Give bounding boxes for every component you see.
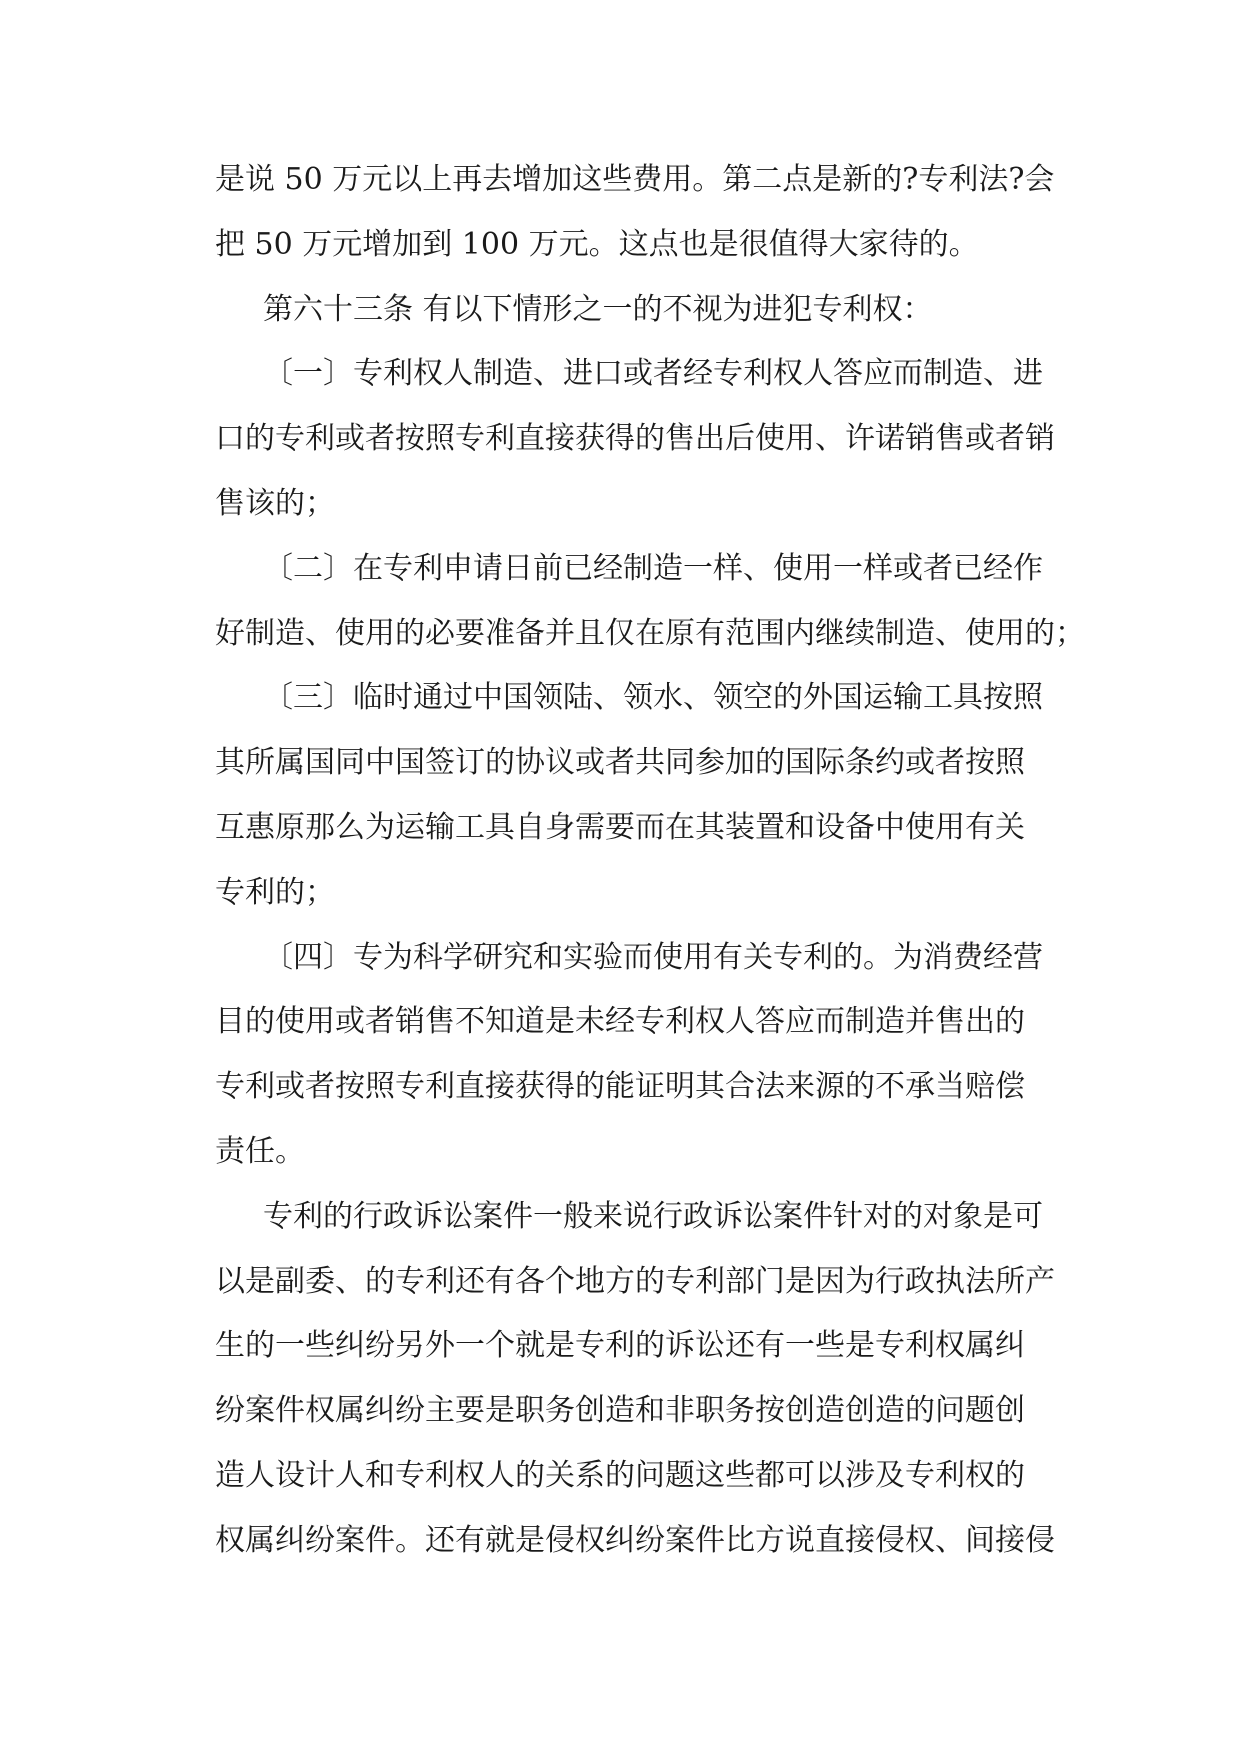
text-line: 售该的； [215, 485, 335, 521]
clause-item-1: 〔一〕专利权人制造、进口或者经专利权人答应而制造、进 [263, 356, 1043, 392]
text-line: 目的使用或者销售不知道是未经专利权人答应而制造并售出的 [215, 1004, 1025, 1040]
paragraph-start: 专利的行政诉讼案件一般来说行政诉讼案件针对的对象是可 [263, 1198, 1043, 1234]
document-body [215, 148, 1085, 1574]
clause-item-2: 〔二〕在专利申请日前已经制造一样、使用一样或者已经作 [263, 550, 1043, 586]
text-line: 责任。 [215, 1133, 305, 1169]
text-line: 专利的； [215, 874, 335, 910]
text-line: 造人设计人和专利权人的关系的问题这些都可以涉及专利权的 [215, 1457, 1025, 1493]
text-line: 是说 50 万元以上再去增加这些费用。第二点是新的?专利法?会 [215, 162, 1055, 197]
text-line: 好制造、使用的必要准备并且仅在原有范围内继续制造、使用的； [215, 615, 1085, 651]
text-line: 专利或者按照专利直接获得的能证明其合法来源的不承当赔偿 [215, 1069, 1025, 1105]
text-line: 以是副委、的专利还有各个地方的专利部门是因为行政执法所产 [215, 1263, 1055, 1299]
text-line: 把 50 万元增加到 100 万元。这点也是很值得大家待的。 [215, 226, 979, 262]
text-line: 互惠原那么为运输工具自身需要而在其装置和设备中使用有关 [215, 809, 1025, 845]
article-heading: 第六十三条 有以下情形之一的不视为进犯专利权： [263, 291, 933, 327]
text-line: 生的一些纠纷另外一个就是专利的诉讼还有一些是专利权属纠 [215, 1328, 1025, 1364]
clause-item-3: 〔三〕临时通过中国领陆、领水、领空的外国运输工具按照 [263, 680, 1043, 716]
text-line: 口的专利或者按照专利直接获得的售出后使用、许诺销售或者销 [215, 421, 1055, 457]
clause-item-4: 〔四〕专为科学研究和实验而使用有关专利的。为消费经营 [263, 939, 1043, 975]
text-line: 纷案件权属纠纷主要是职务创造和非职务按创造创造的问题创 [215, 1393, 1025, 1429]
text-line: 其所属国同中国签订的协议或者共同参加的国际条约或者按照 [215, 745, 1025, 781]
text-line: 权属纠纷案件。还有就是侵权纠纷案件比方说直接侵权、间接侵 [215, 1522, 1055, 1558]
